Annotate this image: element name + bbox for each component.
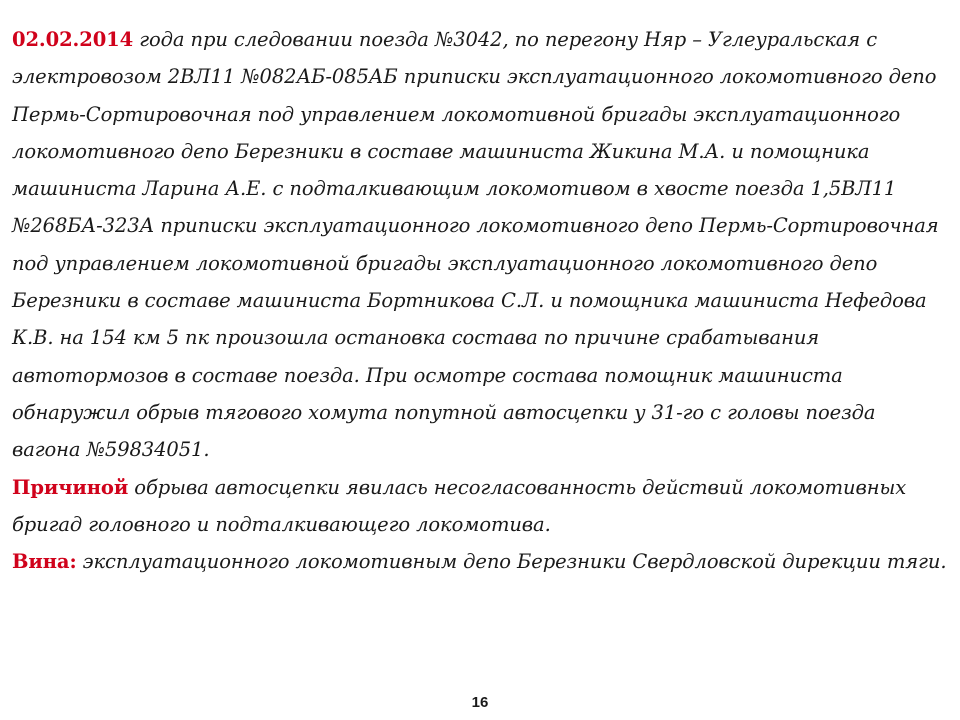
slide-body <box>12 21 948 580</box>
page-number: 16 <box>471 694 489 711</box>
cause-label: Причиной <box>12 475 129 499</box>
blame-text: эксплуатационного локомотивным депо Березники Свердловской дирекции тяги. <box>76 550 947 574</box>
incident-text: года при следовании поезда №3042, по перегону Няр – Углеуральская с электровозом 2ВЛ11 №082АБ-085АБ приписки эксплуатационного локомотивного депо Пермь-Сортировочная под управлением локомотивной бригады эксплуатационного локомотивного депо Березники в составе машиниста Жикина М.А. и помощника машиниста Ларина А.Е. с подталкивающим локомотивом в хвосте поезда 1,5ВЛ11 №268БА-323А приписки эксплуатационного локомотивного депо Пермь-Сортировочная под управлением локомотивной бригады эксплуатационного локомотивного депо Березники в составе машиниста Бортникова С.Л. и помощника машиниста Нефедова К.В. на 154 км 5 пк произошла остановка состава по причине срабатывания автотормозов в составе поезда. При осмотре состава помощник машиниста обнаружил обрыв тягового хомута попутной автосцепки у 31-го с головы поезда вагона №59834051. <box>12 28 939 462</box>
cause-text: обрыва автосцепки явилась несогласованность действий локомотивных бригад головного и подталкивающего локомотива. <box>12 475 907 536</box>
cause-paragraph <box>12 469 948 544</box>
blame-paragraph <box>12 543 948 580</box>
incident-date: 02.02.2014 <box>12 28 134 51</box>
blame-label: Вина: <box>12 550 77 574</box>
incident-paragraph <box>12 21 948 469</box>
